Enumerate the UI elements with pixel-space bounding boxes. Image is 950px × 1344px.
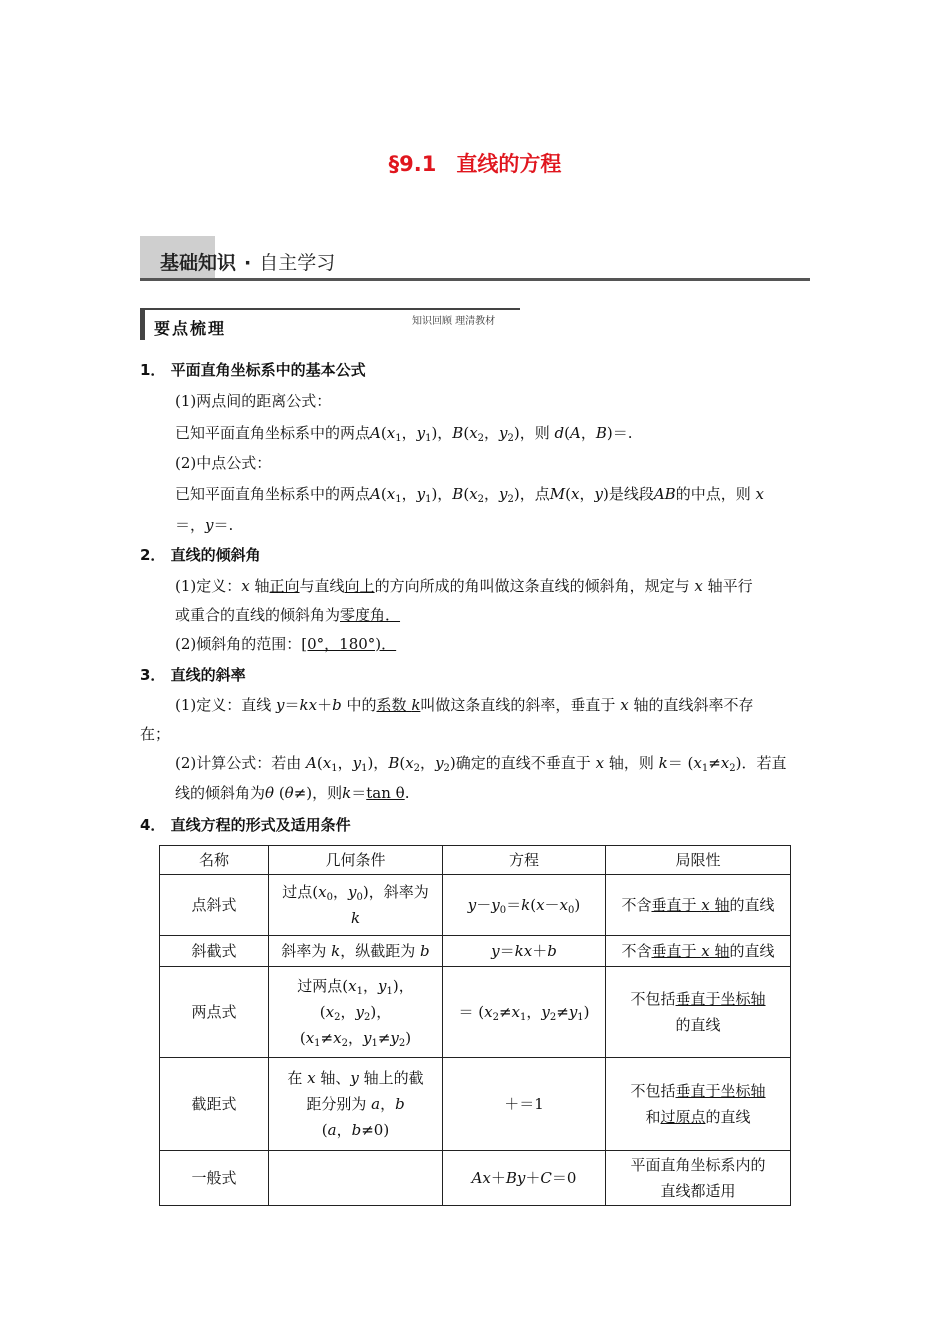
row-name: 截距式 [160, 1058, 269, 1151]
heading-4: 4． 直线方程的形式及适用条件 [140, 816, 351, 834]
line-equation-table [159, 845, 791, 1206]
row-equation: Ax＋By＋C＝0 [443, 1151, 606, 1206]
subsection-label: 要点梳理 [154, 319, 227, 338]
inclination-definition-2: 或重合的直线的倾斜角为零度角． [175, 606, 401, 624]
table-row [160, 936, 791, 967]
table-header-row [160, 846, 791, 875]
header-name: 名称 [160, 846, 269, 875]
table-row [160, 1151, 791, 1206]
distance-formula-line: 已知平面直角坐标系中的两点$A(x_1$，$y_1$)，$B(x_2$，$y_2$)，则 d(A，B)＝. [175, 424, 633, 444]
subsection-bar [140, 308, 145, 340]
row-equation: y＝kx＋b [443, 936, 606, 967]
row-limitation: 不包括垂直于坐标轴 和过原点的直线 [606, 1058, 791, 1151]
row-condition: 过两点($x_1$，$y_1$)， ($x_2$，$y_2$)， ($x_1\ne x_2$，$y_1\ne y_2$) [269, 967, 443, 1058]
midpoint-formula-line-2: ＝，y＝. [175, 516, 234, 534]
header-limitation: 局限性 [606, 846, 791, 875]
page-title: §9.1 直线的方程 [388, 152, 562, 176]
subsection-rule [140, 308, 520, 310]
inclination-range: (2)倾斜角的范围：[0°，180°)． [175, 635, 397, 653]
slope-formula: (2)计算公式：若由 $A(x_1$，$y_1$)，$B(x_2$，$y_2$)确定的直线不垂直于 x 轴，则 $k= (x_1\ne x_2)$．若直 [175, 754, 787, 774]
slope-formula-2: 线的倾斜角为θ (θ≠)，则k＝tan θ. [175, 784, 410, 802]
item-1-1: (1)两点间的距离公式： [175, 392, 332, 410]
table-row [160, 1058, 791, 1151]
row-name: 两点式 [160, 967, 269, 1058]
row-condition: 过点($x_0$，$y_0$)，斜率为 k [269, 875, 443, 936]
banner-rule [140, 278, 810, 281]
subsection-note: 知识回顾 理清教材 [412, 316, 496, 327]
slope-definition: (1)定义：直线 y＝kx＋b 中的系数 k叫做这条直线的斜率，垂直于 x 轴的直线斜率不存 [175, 696, 754, 714]
row-limitation: 不含垂直于 x 轴的直线 [606, 875, 791, 936]
inclination-definition: (1)定义：x 轴正向与直线向上的方向所成的角叫做这条直线的倾斜角，规定与 x 轴平行 [175, 577, 753, 595]
row-equation: $y-y_0=k(x-x_0)$ [443, 875, 606, 936]
row-condition: 斜率为 k，纵截距为 b [269, 936, 443, 967]
row-name: 点斜式 [160, 875, 269, 936]
heading-1: 1． 平面直角坐标系中的基本公式 [140, 361, 366, 379]
row-name: 斜截式 [160, 936, 269, 967]
row-limitation: 平面直角坐标系内的 直线都适用 [606, 1151, 791, 1206]
row-equation: ＝ ($x_2\ne x_1$，$y_2\ne y_1$) [443, 967, 606, 1058]
midpoint-formula-line: 已知平面直角坐标系中的两点$A(x_1$，$y_1$)，$B(x_2$，$y_2$)，点M(x，y)是线段AB的中点，则 x [175, 485, 764, 505]
header-equation: 方程 [443, 846, 606, 875]
row-name: 一般式 [160, 1151, 269, 1206]
table-row [160, 967, 791, 1058]
banner-title: 基础知识 · 自主学习 [160, 252, 336, 274]
row-limitation: 不包括垂直于坐标轴 的直线 [606, 967, 791, 1058]
row-condition [269, 1151, 443, 1206]
subsection-header [140, 308, 520, 340]
heading-2: 2． 直线的倾斜角 [140, 546, 261, 564]
row-equation: ＋＝1 [443, 1058, 606, 1151]
slope-definition-2: 在； [140, 725, 171, 743]
item-1-2: (2)中点公式： [175, 454, 272, 472]
row-limitation: 不含垂直于 x 轴的直线 [606, 936, 791, 967]
row-condition: 在 x 轴、y 轴上的截 距分别为 a，b (a，b≠0) [269, 1058, 443, 1151]
header-condition: 几何条件 [269, 846, 443, 875]
section-banner [140, 236, 810, 282]
table-row [160, 875, 791, 936]
heading-3: 3． 直线的斜率 [140, 666, 246, 684]
